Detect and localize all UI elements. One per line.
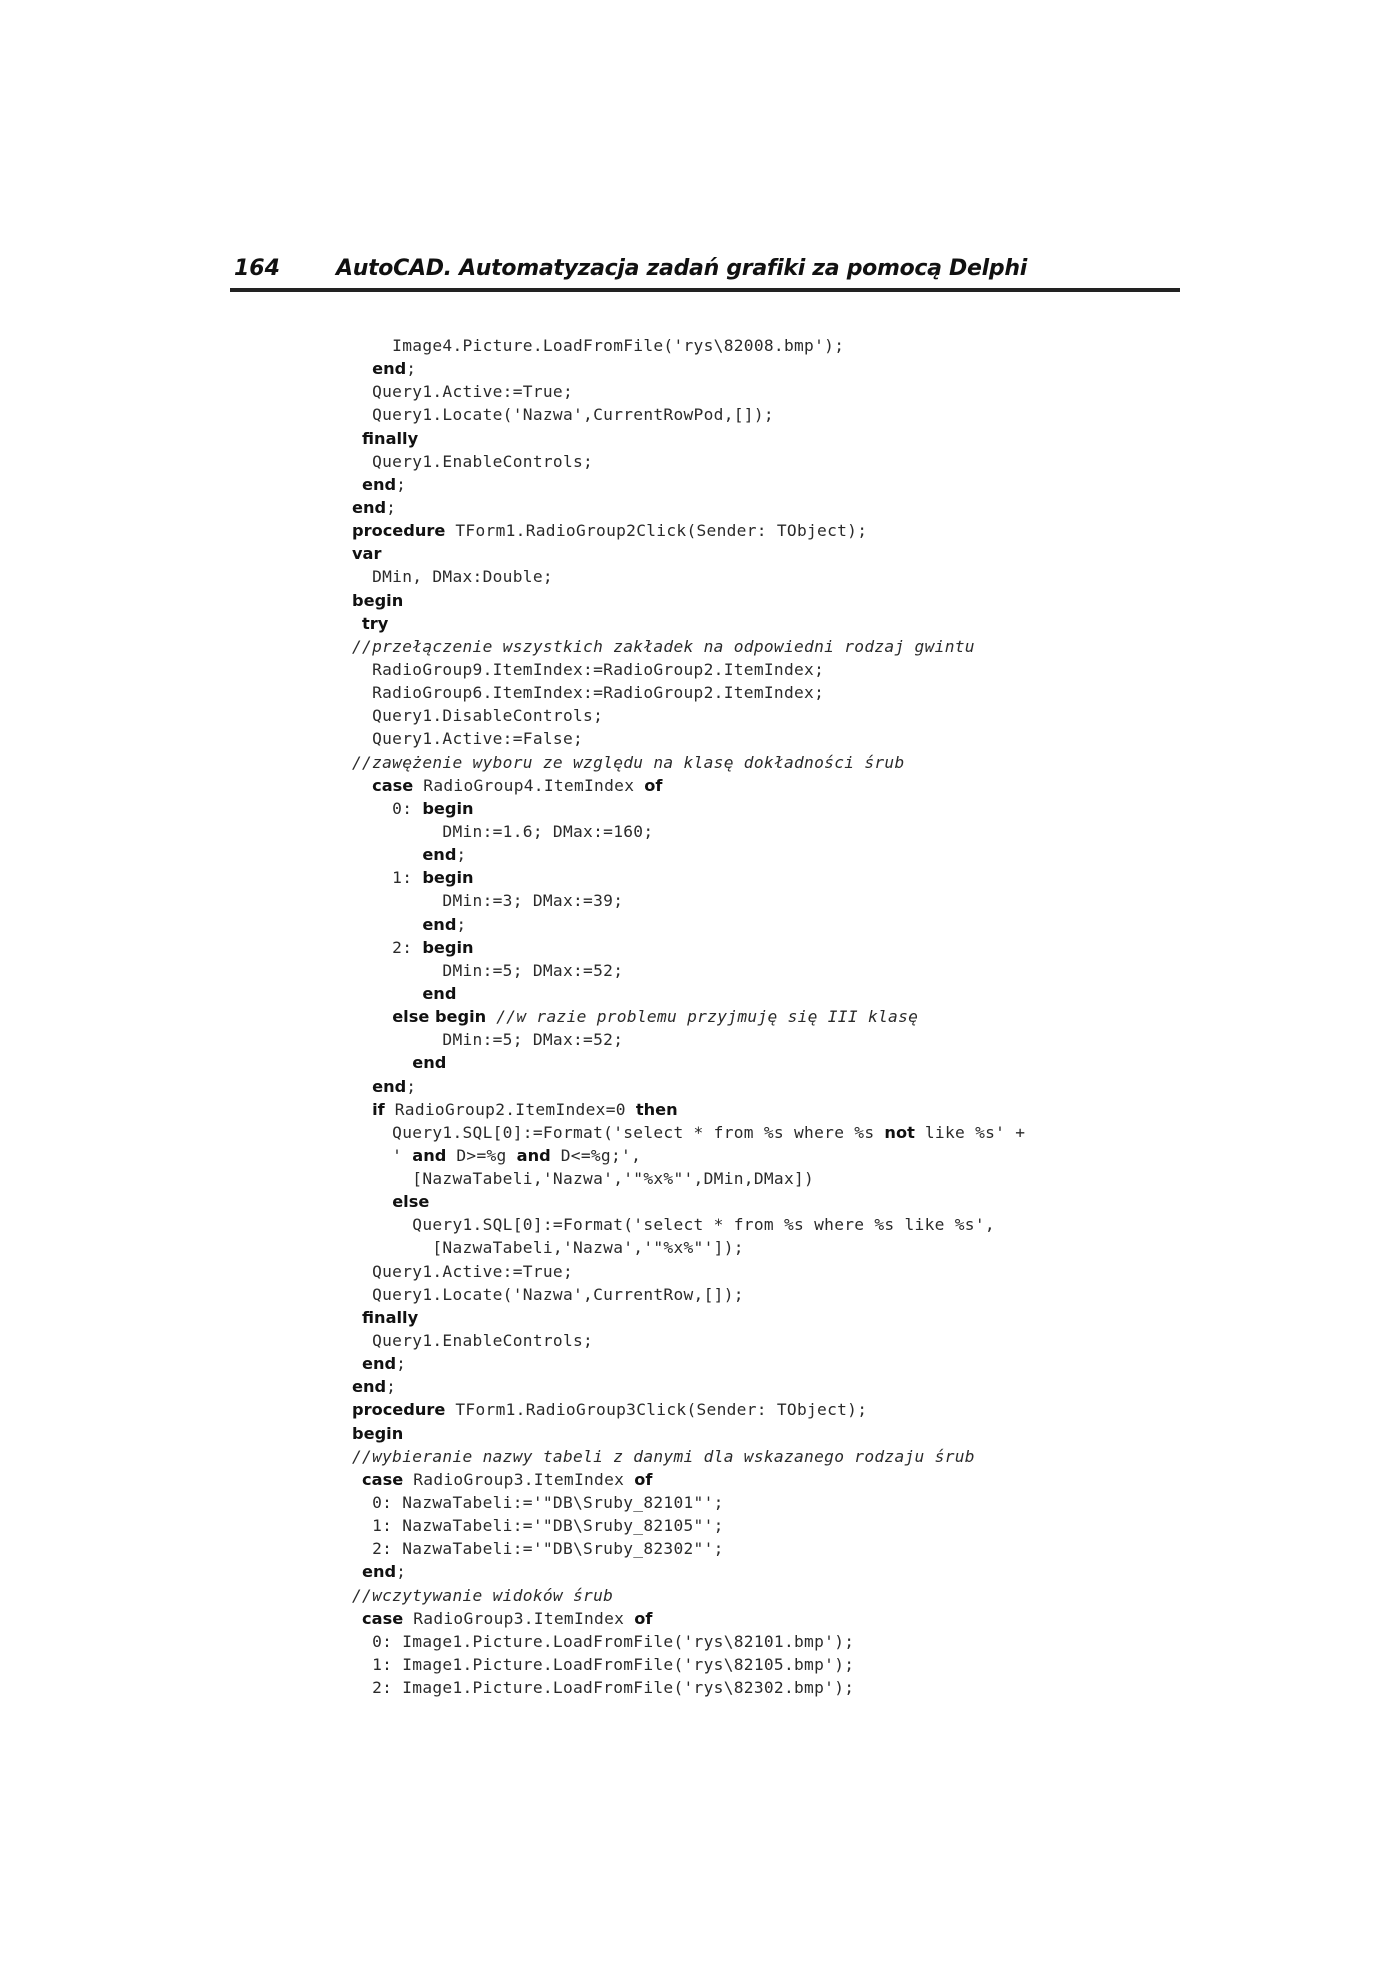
code-text bbox=[352, 1308, 362, 1327]
code-line bbox=[352, 589, 1052, 612]
code-line bbox=[352, 797, 1052, 820]
code-keyword: procedure bbox=[352, 1400, 446, 1420]
code-keyword: case bbox=[362, 1469, 404, 1489]
code-text: 0: Image1.Picture.LoadFromFile('rys\82101.bmp'); bbox=[352, 1631, 855, 1651]
code-text: ; bbox=[456, 914, 467, 934]
code-line bbox=[352, 1514, 1052, 1537]
code-text: RadioGroup3.ItemIndex bbox=[403, 1608, 635, 1628]
code-text: RadioGroup9.ItemIndex:=RadioGroup2.ItemIndex; bbox=[352, 659, 825, 679]
code-text: RadioGroup3.ItemIndex bbox=[403, 1469, 635, 1489]
code-line bbox=[352, 1075, 1052, 1098]
code-line bbox=[352, 1306, 1052, 1329]
code-line bbox=[352, 473, 1052, 496]
code-comment: //zawężenie wyboru ze względu na klasę dokładności śrub bbox=[352, 752, 905, 772]
code-text: 0: NazwaTabeli:='"DB\Sruby_82101"'; bbox=[352, 1493, 724, 1513]
code-line bbox=[352, 427, 1052, 450]
code-text: Query1.SQL[0]:=Format('select * from %s where %s bbox=[352, 1122, 885, 1142]
code-text bbox=[352, 984, 422, 1003]
code-line bbox=[352, 380, 1052, 403]
code-line bbox=[352, 1352, 1052, 1375]
code-text: RadioGroup4.ItemIndex bbox=[413, 775, 645, 795]
code-text: 1: bbox=[352, 868, 423, 888]
code-text bbox=[352, 1354, 362, 1373]
code-line bbox=[352, 612, 1052, 635]
code-text: [NazwaTabeli,'Nazwa','"%x%"']); bbox=[352, 1238, 744, 1258]
header-rule bbox=[230, 288, 1180, 292]
code-line bbox=[352, 681, 1052, 704]
code-text: Image4.Picture.LoadFromFile('rys\82008.bmp'); bbox=[352, 336, 845, 355]
code-keyword: and bbox=[516, 1145, 551, 1165]
code-line bbox=[352, 1144, 1052, 1167]
code-text: RadioGroup6.ItemIndex:=RadioGroup2.ItemIndex; bbox=[352, 683, 825, 703]
code-keyword: end bbox=[422, 914, 457, 934]
code-line bbox=[352, 1537, 1052, 1560]
code-text bbox=[352, 1100, 372, 1119]
code-line bbox=[352, 774, 1052, 797]
code-text: 1: NazwaTabeli:='"DB\Sruby_82105"'; bbox=[352, 1516, 724, 1536]
code-comment: //przełączenie wszystkich zakładek na odpowiedni rodzaj gwintu bbox=[352, 636, 975, 656]
code-keyword: and bbox=[412, 1145, 447, 1165]
code-line bbox=[352, 1445, 1052, 1468]
code-line bbox=[352, 1051, 1052, 1074]
code-text bbox=[352, 1609, 362, 1628]
code-line bbox=[352, 913, 1052, 936]
code-line bbox=[352, 496, 1052, 519]
code-line bbox=[352, 1167, 1052, 1190]
code-line bbox=[352, 1676, 1052, 1699]
code-keyword: not bbox=[884, 1122, 915, 1142]
code-line bbox=[352, 843, 1052, 866]
code-text: ; bbox=[396, 1562, 407, 1582]
code-keyword: end bbox=[422, 845, 457, 865]
code-text: Query1.EnableControls; bbox=[352, 451, 594, 471]
code-line bbox=[352, 1375, 1052, 1398]
page-number: 164 bbox=[234, 256, 280, 281]
code-text bbox=[352, 614, 362, 633]
code-listing bbox=[352, 334, 1052, 1699]
code-keyword: then bbox=[635, 1099, 678, 1119]
code-keyword: finally bbox=[362, 428, 419, 448]
code-line bbox=[352, 751, 1052, 774]
code-text: Query1.Locate('Nazwa',CurrentRowPod,[]); bbox=[352, 405, 774, 425]
code-text: ; bbox=[386, 1377, 397, 1397]
code-text: Query1.DisableControls; bbox=[352, 706, 604, 726]
code-line bbox=[352, 658, 1052, 681]
code-keyword: end bbox=[362, 1562, 397, 1582]
code-text: Query1.Active:=True; bbox=[352, 382, 574, 402]
code-text bbox=[352, 1192, 392, 1211]
code-keyword: begin bbox=[422, 937, 474, 957]
code-text: ' bbox=[352, 1145, 413, 1165]
code-keyword: begin bbox=[422, 798, 474, 818]
code-line bbox=[352, 1491, 1052, 1514]
code-text: D>=%g bbox=[446, 1145, 517, 1165]
code-text: DMin, DMax:Double; bbox=[352, 567, 553, 587]
code-line bbox=[352, 704, 1052, 727]
code-text bbox=[352, 475, 362, 494]
code-text bbox=[352, 1077, 372, 1096]
code-text: 2: NazwaTabeli:='"DB\Sruby_82302"'; bbox=[352, 1539, 724, 1559]
code-text: ; bbox=[396, 1354, 407, 1374]
code-line bbox=[352, 1584, 1052, 1607]
code-line bbox=[352, 889, 1052, 912]
code-text: DMin:=1.6; DMax:=160; bbox=[352, 821, 654, 841]
code-line bbox=[352, 1028, 1052, 1051]
code-keyword: end bbox=[352, 497, 387, 517]
code-line bbox=[352, 1213, 1052, 1236]
code-keyword: begin bbox=[422, 868, 474, 888]
code-line bbox=[352, 357, 1052, 380]
code-line bbox=[352, 1098, 1052, 1121]
code-keyword: else bbox=[392, 1192, 430, 1212]
code-text: [NazwaTabeli,'Nazwa','"%x%"',DMin,DMax]) bbox=[352, 1169, 815, 1189]
code-line bbox=[352, 866, 1052, 889]
code-line bbox=[352, 1630, 1052, 1653]
code-text: Query1.EnableControls; bbox=[352, 1331, 594, 1351]
page-header bbox=[230, 252, 1180, 292]
code-line bbox=[352, 1398, 1052, 1421]
code-text bbox=[352, 1007, 392, 1026]
code-text: Query1.Active:=False; bbox=[352, 729, 584, 749]
code-line bbox=[352, 1260, 1052, 1283]
code-text: 0: bbox=[352, 798, 423, 818]
code-comment: //w razie problemu przyjmuję się III klasę bbox=[496, 1007, 919, 1027]
code-comment: //wczytywanie widoków śrub bbox=[352, 1585, 614, 1605]
code-text: Query1.SQL[0]:=Format('select * from %s where %s like %s', bbox=[352, 1215, 995, 1235]
code-text: TForm1.RadioGroup3Click(Sender: TObject); bbox=[445, 1400, 868, 1420]
code-keyword: case bbox=[372, 775, 414, 795]
code-text bbox=[352, 359, 372, 378]
code-text: ; bbox=[456, 845, 467, 865]
code-text: TForm1.RadioGroup2Click(Sender: TObject); bbox=[445, 521, 868, 541]
code-text bbox=[352, 1053, 412, 1072]
code-line bbox=[352, 1005, 1052, 1028]
code-line bbox=[352, 635, 1052, 658]
code-keyword: finally bbox=[362, 1307, 419, 1327]
code-keyword: end bbox=[362, 474, 397, 494]
code-line bbox=[352, 519, 1052, 542]
code-line bbox=[352, 727, 1052, 750]
code-text bbox=[352, 915, 422, 934]
code-text: 2: bbox=[352, 937, 423, 957]
code-text: DMin:=5; DMax:=52; bbox=[352, 960, 624, 980]
code-line bbox=[352, 959, 1052, 982]
book-title: AutoCAD. Automatyzacja zadań grafiki za pomocą Delphi bbox=[336, 256, 1027, 281]
code-line bbox=[352, 936, 1052, 959]
code-text: 2: Image1.Picture.LoadFromFile('rys\82302.bmp'); bbox=[352, 1678, 855, 1698]
code-keyword: of bbox=[644, 775, 663, 795]
code-keyword: of bbox=[634, 1608, 653, 1628]
code-line bbox=[352, 1283, 1052, 1306]
code-keyword: begin bbox=[352, 1423, 404, 1443]
code-text bbox=[352, 776, 372, 795]
code-line bbox=[352, 1560, 1052, 1583]
code-text bbox=[352, 845, 422, 864]
code-keyword: var bbox=[352, 544, 382, 564]
code-line bbox=[352, 1422, 1052, 1445]
code-text: ; bbox=[406, 359, 417, 379]
code-keyword: try bbox=[362, 613, 389, 633]
code-text: like %s' + bbox=[914, 1122, 1026, 1142]
code-keyword: case bbox=[362, 1608, 404, 1628]
code-line bbox=[352, 820, 1052, 843]
code-text: ; bbox=[406, 1076, 417, 1096]
code-text: D<=%g;', bbox=[550, 1145, 642, 1165]
code-line bbox=[352, 403, 1052, 426]
code-text bbox=[486, 1007, 496, 1026]
code-keyword: end bbox=[372, 1076, 407, 1096]
code-text: ; bbox=[396, 474, 407, 494]
code-keyword: end bbox=[412, 1053, 447, 1073]
code-line bbox=[352, 565, 1052, 588]
code-text: DMin:=3; DMax:=39; bbox=[352, 891, 624, 911]
code-line bbox=[352, 1607, 1052, 1630]
code-line bbox=[352, 542, 1052, 565]
code-keyword: end bbox=[372, 359, 407, 379]
code-keyword: end bbox=[352, 1377, 387, 1397]
code-keyword: begin bbox=[352, 590, 404, 610]
code-keyword: end bbox=[422, 983, 457, 1003]
code-line bbox=[352, 1468, 1052, 1491]
code-line bbox=[352, 334, 1052, 357]
code-line bbox=[352, 1121, 1052, 1144]
code-keyword: of bbox=[634, 1469, 653, 1489]
code-text: 1: Image1.Picture.LoadFromFile('rys\82105.bmp'); bbox=[352, 1655, 855, 1675]
code-keyword: else begin bbox=[392, 1007, 487, 1027]
code-text: Query1.Locate('Nazwa',CurrentRow,[]); bbox=[352, 1284, 744, 1304]
code-keyword: procedure bbox=[352, 521, 446, 541]
code-line bbox=[352, 450, 1052, 473]
code-text: Query1.Active:=True; bbox=[352, 1261, 574, 1281]
code-line bbox=[352, 1190, 1052, 1213]
code-keyword: end bbox=[362, 1354, 397, 1374]
code-keyword: if bbox=[372, 1099, 385, 1119]
code-line bbox=[352, 1236, 1052, 1259]
code-text bbox=[352, 1470, 362, 1489]
code-text: ; bbox=[386, 497, 397, 517]
code-comment: //wybieranie nazwy tabeli z danymi dla wskazanego rodzaju śrub bbox=[352, 1446, 975, 1466]
code-text: RadioGroup2.ItemIndex=0 bbox=[384, 1099, 636, 1119]
code-line bbox=[352, 982, 1052, 1005]
code-text: DMin:=5; DMax:=52; bbox=[352, 1030, 624, 1050]
code-text bbox=[352, 429, 362, 448]
code-line bbox=[352, 1653, 1052, 1676]
code-text bbox=[352, 1562, 362, 1581]
code-line bbox=[352, 1329, 1052, 1352]
